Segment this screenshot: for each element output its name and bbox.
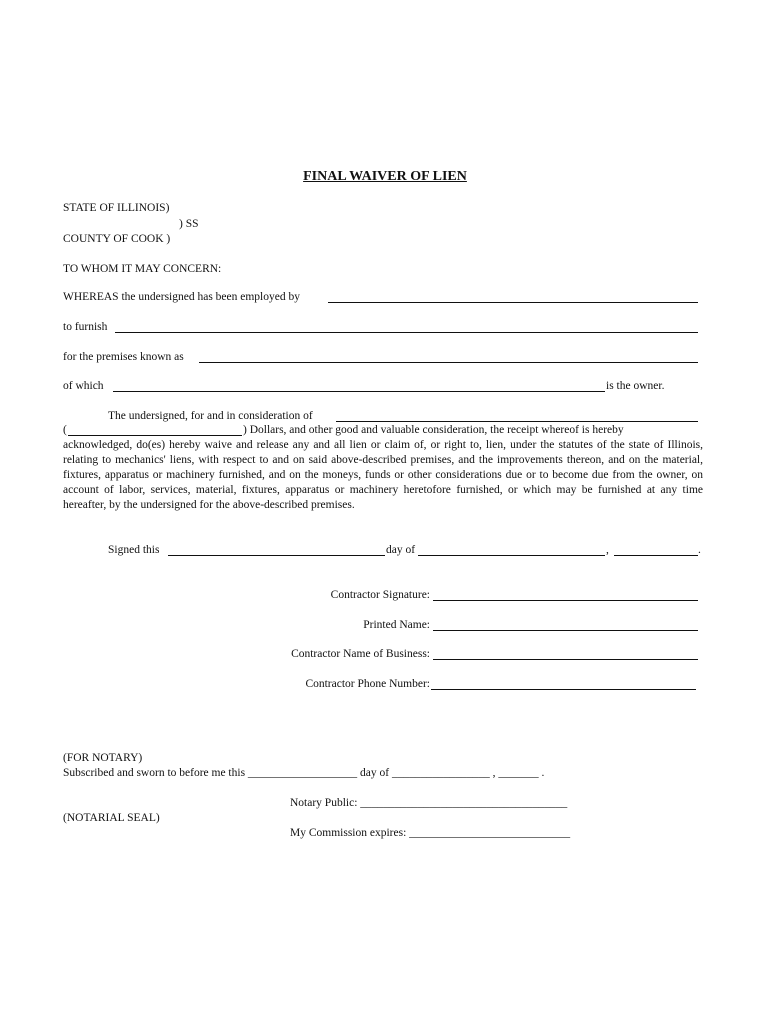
venue-ss: ) SS — [179, 218, 199, 230]
notarial-seal-label: (NOTARIAL SEAL) — [63, 812, 160, 824]
of-which-label: of which — [63, 380, 104, 392]
salutation: TO WHOM IT MAY CONCERN: — [63, 263, 222, 275]
dollars-text: ) Dollars, and other good and valuable consideration, the receipt whereof is hereby — [243, 424, 624, 436]
business-name-field[interactable] — [433, 659, 698, 660]
signed-this-field[interactable] — [168, 555, 385, 556]
phone-number-label: Contractor Phone Number: — [305, 678, 430, 690]
premises-label: for the premises known as — [63, 351, 184, 363]
waiver-paragraph: acknowledged, do(es) hereby waive and release any and all lien or claim of, or right to, lien, under the statutes of the state of Illinois, relating to mechanics' liens, with respect to and on said above-described premises, and the improvements thereon, and on the material, fixtures, apparatus or machinery furnished, and on the moneys, funds or other considerations due or to become due from the owner, on account of labor, services, material, fixtures, apparatus or machinery heretofore furnished, or which may be furnished at any time hereafter, by the undersigned for the above-described premises. — [63, 439, 703, 511]
commission-expires-line: My Commission expires: ____________________________ — [290, 827, 571, 839]
venue-state: STATE OF ILLINOIS) — [63, 202, 170, 214]
printed-name-field[interactable] — [433, 630, 698, 631]
consideration-lead: The undersigned, for and in consideration of — [108, 410, 313, 422]
is-owner-label: is the owner. — [606, 380, 665, 392]
printed-name-label: Printed Name: — [363, 619, 430, 631]
notary-public-line: Notary Public: ____________________________________ — [290, 797, 568, 809]
for-notary-label: (FOR NOTARY) — [63, 752, 143, 764]
signed-month-field[interactable] — [418, 555, 605, 556]
signed-year-field[interactable] — [614, 555, 698, 556]
venue-county: COUNTY OF COOK ) — [63, 233, 171, 245]
consideration-field[interactable] — [336, 421, 698, 422]
day-of-label: day of — [386, 544, 416, 556]
contractor-signature-field[interactable] — [433, 600, 698, 601]
to-furnish-field[interactable] — [115, 332, 698, 333]
signed-this-label: Signed this — [108, 544, 160, 556]
premises-field[interactable] — [199, 362, 698, 363]
signed-comma: , — [606, 544, 609, 556]
dollars-amount-field[interactable] — [68, 435, 242, 436]
contractor-signature-label: Contractor Signature: — [330, 589, 430, 601]
document-title: FINAL WAIVER OF LIEN — [303, 169, 467, 184]
phone-number-field[interactable] — [431, 689, 696, 690]
business-name-label: Contractor Name of Business: — [291, 648, 430, 660]
subscribed-line: Subscribed and sworn to before me this ___________________ day of _________________ , _______ . — [63, 767, 545, 779]
employed-by-label: WHEREAS the undersigned has been employed by — [63, 291, 300, 303]
owner-field[interactable] — [113, 391, 605, 392]
dollars-open-paren: ( — [63, 424, 67, 436]
to-furnish-label: to furnish — [63, 321, 108, 333]
signed-period: . — [698, 544, 701, 556]
employed-by-field[interactable] — [328, 302, 698, 303]
